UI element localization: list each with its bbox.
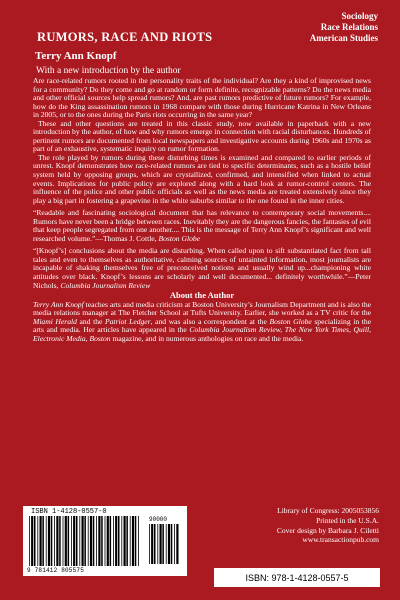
library-of-congress: Library of Congress: 2005053856 bbox=[277, 506, 379, 515]
barcode-digits: 9 781412 805575 bbox=[27, 567, 85, 574]
about-author-heading: About the Author bbox=[169, 290, 235, 301]
review-source: Boston Globe bbox=[158, 233, 201, 243]
author-name: Terry Ann Knopf bbox=[35, 50, 117, 62]
about-author-name: Terry Ann Knopf bbox=[33, 299, 84, 309]
publication-name: Patriot Ledger bbox=[105, 316, 151, 326]
subject-sociology: Sociology bbox=[341, 11, 378, 21]
review-quote-text: “Readable and fascinating sociological document that has relevance to contemporary social movements.... Rumors have never been a bridge between races. Inevitably they are the dangerous fancies, the fantasies of evil that keep people segregated from one another.... This is the message of Terry Ann Knopf’s significant and well researched volume.” bbox=[33, 208, 371, 243]
publication-name: Boston Globe bbox=[269, 316, 312, 326]
about-text-segment: and the bbox=[76, 316, 105, 326]
barcode-isbn-text: ISBN 1-4128-0557-0 bbox=[31, 508, 107, 516]
about-text-segment: , and was also a correspondent at the bbox=[150, 316, 270, 326]
blurb-body bbox=[33, 77, 371, 343]
subject-race-relations: Race Relations bbox=[320, 22, 378, 32]
intro-line: With a new introduction by the author bbox=[36, 66, 181, 76]
book-title: RUMORS, RACE AND RIOTS bbox=[37, 30, 213, 44]
subject-categories bbox=[310, 11, 378, 44]
review-attribution: —Peter Nichols, bbox=[33, 272, 371, 290]
isbn-13-box: ISBN: 978-1-4128-0557-5 bbox=[214, 568, 380, 587]
about-author-text bbox=[33, 301, 371, 344]
publisher-website: www.transactionpub.com bbox=[302, 535, 379, 545]
printed-in: Printed in the U.S.A. bbox=[316, 515, 379, 525]
about-text-segment: specializing in the arts and media. Her articles have appeared in the bbox=[33, 316, 371, 335]
barcode-panel bbox=[23, 506, 187, 576]
about-text-segment: magazine, and in numerous anthologies on race and the media. bbox=[110, 333, 304, 343]
blurb-paragraph: Are race-related rumors rooted in the personality traits of the individual? Are they a kind of improvised news for a community? Do they come and go at random or form definite, recognizable patterns? Do the news media and other official sources help spread rumors? And, are past rumors predictive of future rumors? For example, how do the King assassination rumors in 1968 compare with those during Hurricane Katrina in New Orleans in 2005, or to the ones during the Paris riots occurring in the same year? bbox=[33, 76, 371, 120]
blurb-paragraph: The role played by rumors during these disturbing times is examined and compared to earlier periods of unrest. Knopf demonstrates how race-related rumors are tied to specific determinants, such as a hostile belief system held by opposing groups, which are crystallized, confirmed, and intensified when linked to actual events. Implications for public policy are explored along with a hard look at rumor-control centers. The influence of the police and other public officials as well as the news media are treated extensively since they play a big part in fostering a grapevine in the white suburbs similar to the one found in the inner cities. bbox=[33, 152, 371, 205]
ean-barcode bbox=[29, 516, 141, 566]
blurb-paragraph: These and other questions are treated in this classic study, now available in paperback with a new introduction by the author, of how and why rumors emerge in connection with racial disturbances. Hundreds of pertinent rumors are documented from local newspapers and investigative accounts during 1960s and 1970s as part of an exhaustive, systematic inquiry on rumor formation. bbox=[33, 118, 371, 154]
review-source: Columbia Journalism Review bbox=[60, 280, 151, 290]
price-code-text: 90000 bbox=[149, 516, 168, 523]
addon-barcode bbox=[149, 524, 179, 564]
cover-design-credit: Cover design by Barbara J. Ciletti bbox=[276, 525, 379, 535]
subject-american-studies: American Studies bbox=[309, 33, 378, 43]
publication-name: Miami Herald bbox=[33, 316, 77, 326]
review-quote-cjr bbox=[33, 247, 371, 290]
about-text-segment: teaches arts and media criticism at Boston University’s Journalism Department and is also the media relations manager at The Fletcher School at Tufts University. Earlier, she worked as a TV critic for the bbox=[33, 299, 371, 318]
review-quote-globe bbox=[33, 209, 371, 243]
review-attribution: —Thomas J. Cottle, bbox=[95, 233, 159, 243]
publisher-info bbox=[277, 506, 379, 545]
publication-name: Columbia Journalism Review, The New York Times, Quill, Electronic Media, Boston bbox=[33, 325, 371, 343]
review-quote-text: “[Knopf’s] conclusions about the media are disturbing. When called upon to sift substantiated fact from tall tales and even to themselves as authoritative, calming sources of untainted information, most journalists are incapable of shaking themselves free of preconceived notions and usually wind up...championing white attitudes over black. Knopf’s lessons are scholarly and well documented... definitely worthwhile.” bbox=[33, 246, 371, 282]
